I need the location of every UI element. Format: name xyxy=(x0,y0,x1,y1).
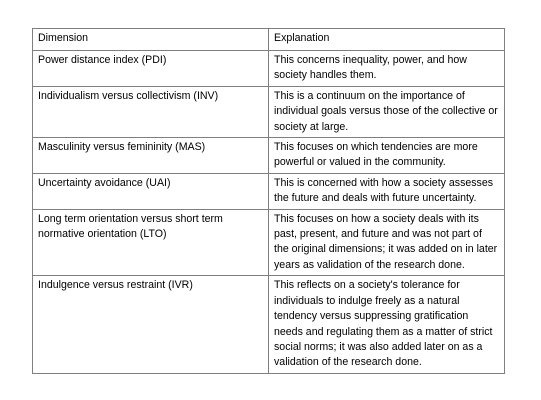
header-dimension: Dimension xyxy=(33,29,269,51)
dimension-cell: Power distance index (PDI) xyxy=(33,51,269,87)
header-explanation: Explanation xyxy=(269,29,505,51)
table-row xyxy=(33,138,505,174)
table-row xyxy=(33,51,505,87)
dimension-cell: Uncertainty avoidance (UAI) xyxy=(33,173,269,209)
dimension-cell: Individualism versus collectivism (INV) xyxy=(33,86,269,137)
header-row xyxy=(33,29,505,51)
dimension-cell: Indulgence versus restraint (IVR) xyxy=(33,276,269,373)
table-row xyxy=(33,173,505,209)
explanation-cell: This concerns inequality, power, and how society handles them. xyxy=(269,51,505,87)
explanation-cell: This focuses on which tendencies are more powerful or valued in the community. xyxy=(269,138,505,174)
explanation-cell: This focuses on how a society deals with its past, present, and future and was not part of the original dimensions; it was added on in later years as validation of the research done. xyxy=(269,209,505,276)
table-row xyxy=(33,276,505,373)
dimensions-table xyxy=(32,28,505,374)
table-header xyxy=(33,29,505,51)
explanation-cell: This is concerned with how a society assesses the future and deals with future uncertainty. xyxy=(269,173,505,209)
table-row xyxy=(33,209,505,276)
dimension-cell: Long term orientation versus short term normative orientation (LTO) xyxy=(33,209,269,276)
table-row xyxy=(33,86,505,137)
explanation-cell: This is a continuum on the importance of individual goals versus those of the collective or society at large. xyxy=(269,86,505,137)
dimension-cell: Masculinity versus femininity (MAS) xyxy=(33,138,269,174)
table-body xyxy=(33,51,505,374)
explanation-cell: This reflects on a society's tolerance for individuals to indulge freely as a natural tendency versus suppressing gratification needs and regulating them as a matter of strict social norms; it was also added later on as a validation of the research done. xyxy=(269,276,505,373)
